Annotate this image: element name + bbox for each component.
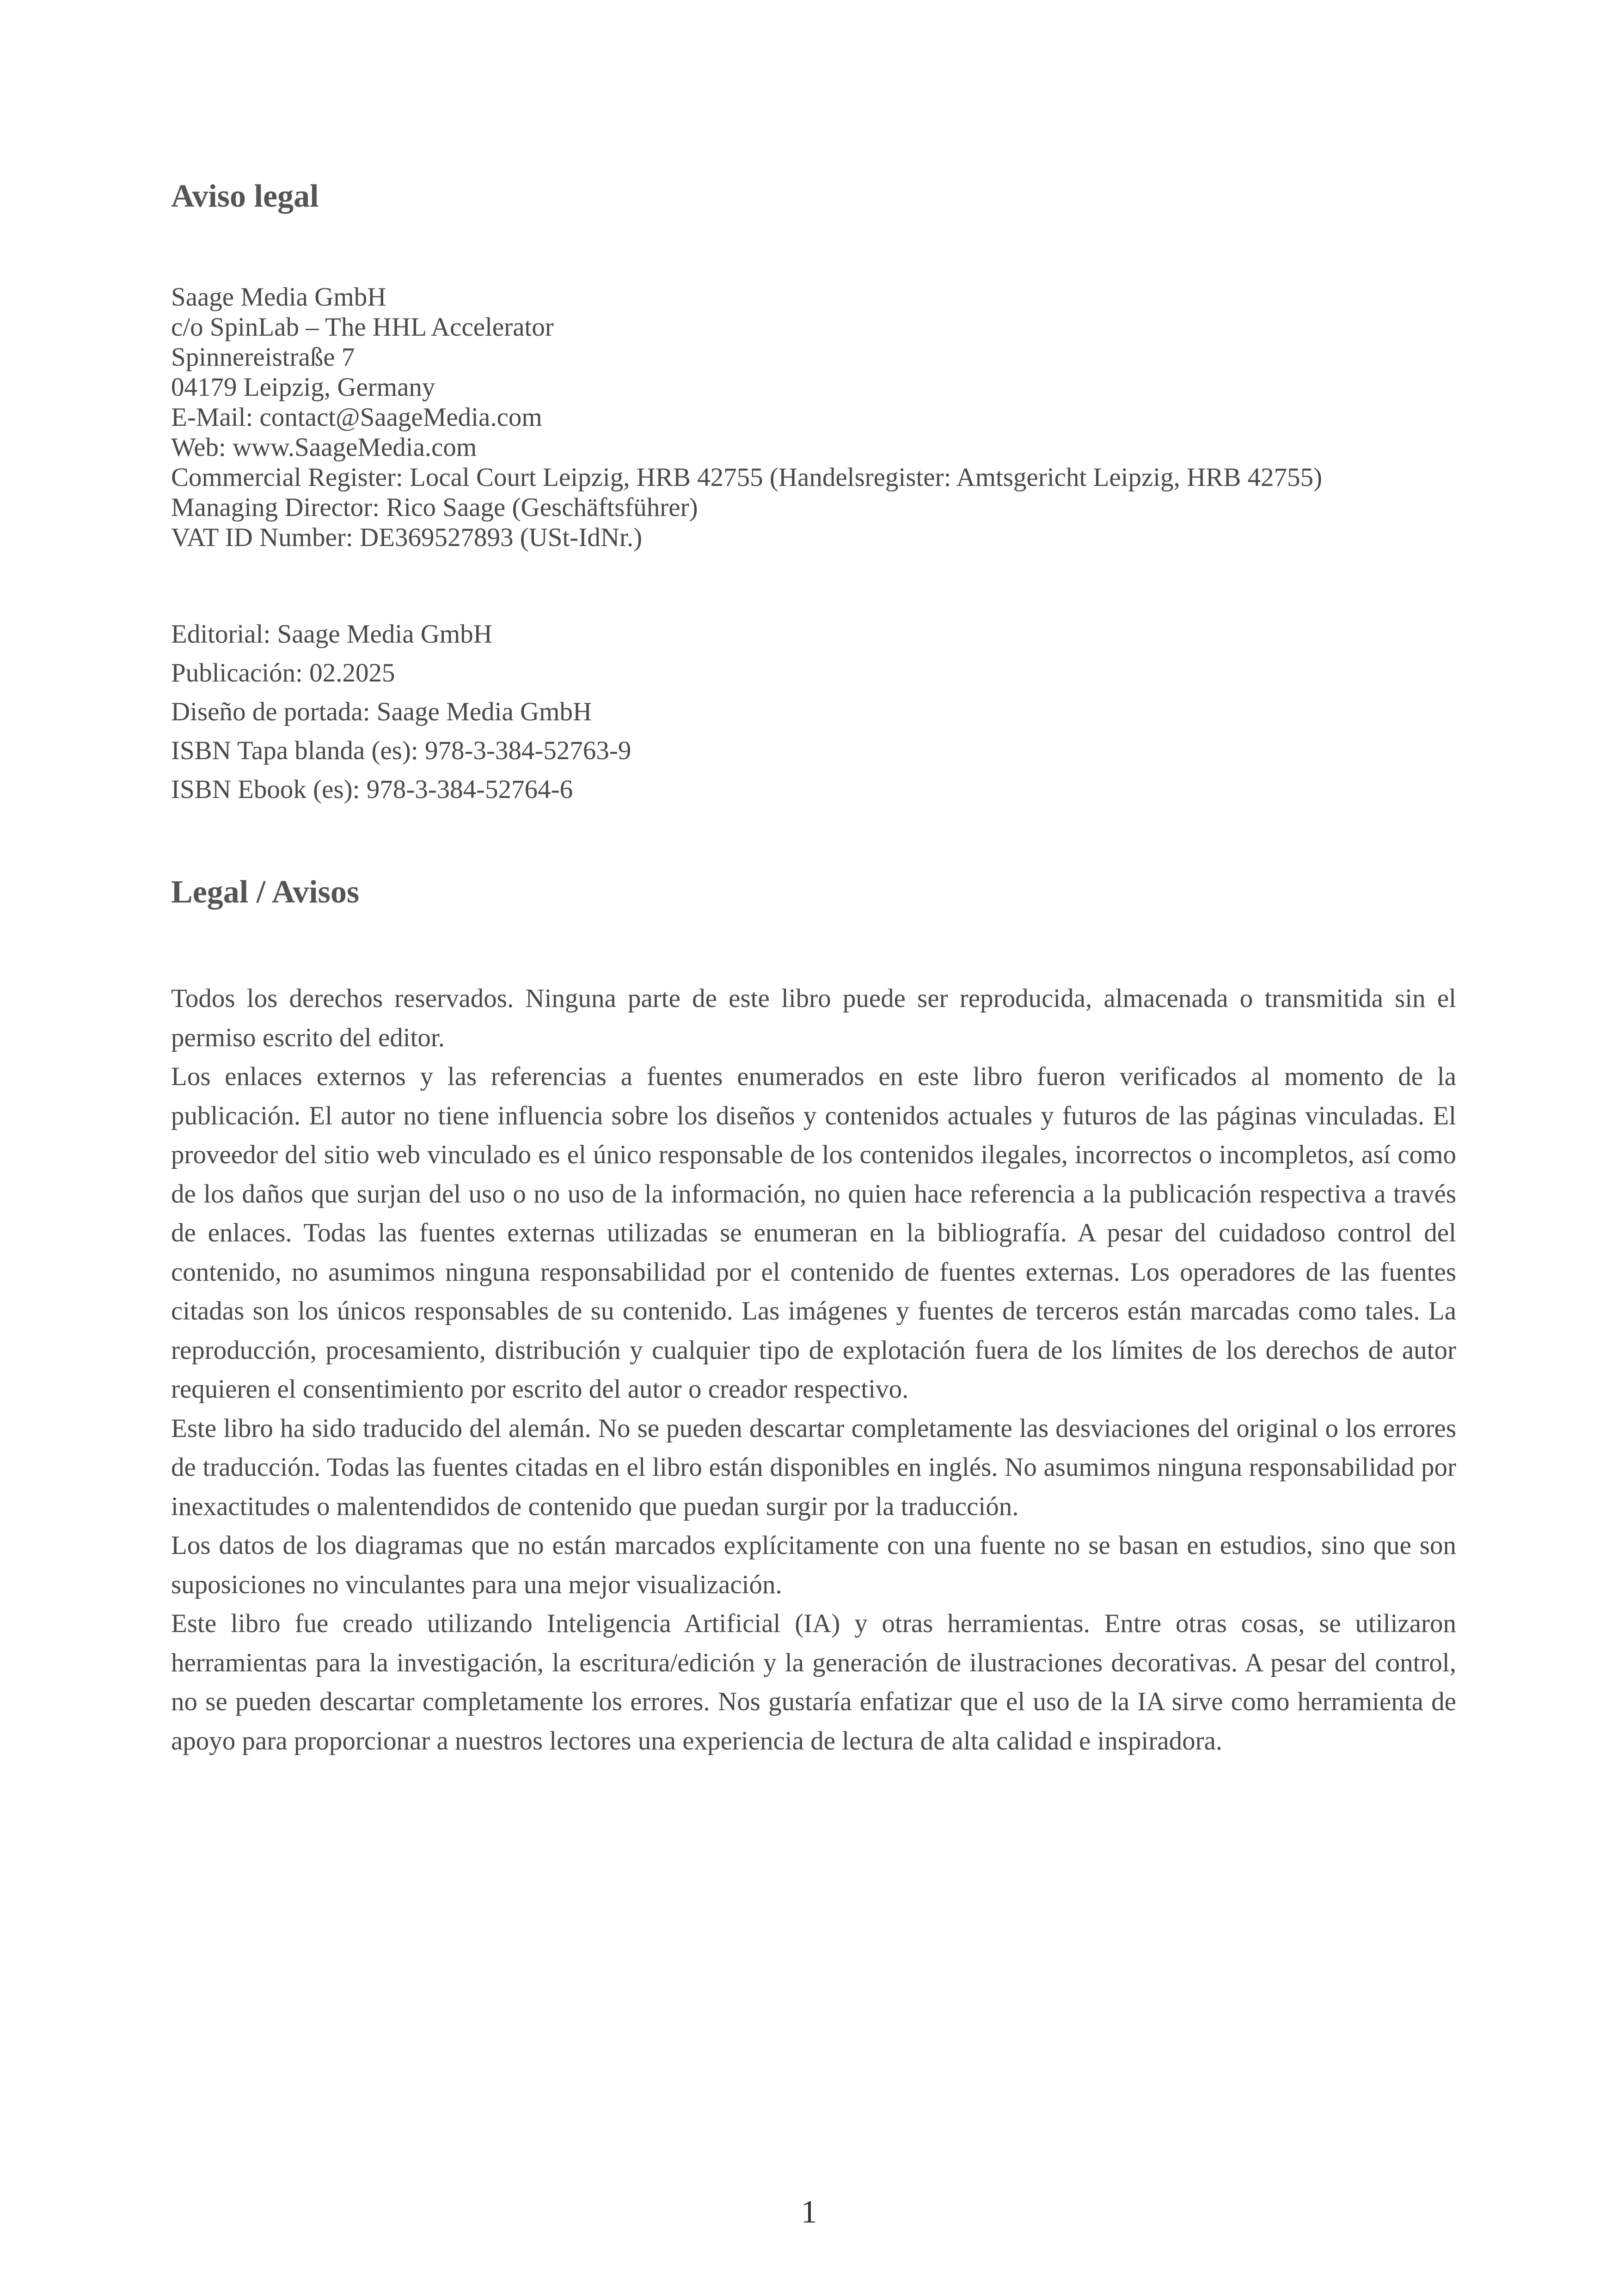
commercial-register: Commercial Register: Local Court Leipzig, HRB 42755 (Handelsregister: Amtsgericht Leipzig, HRB 42755) xyxy=(171,463,1323,492)
legal-notices-body xyxy=(171,979,1456,1761)
page-number: 1 xyxy=(801,2194,817,2230)
publisher-street: Spinnereistraße 7 xyxy=(171,343,355,372)
publication-details-block xyxy=(171,615,1456,809)
publisher-web: Web: www.SaageMedia.com xyxy=(171,433,477,462)
managing-director: Managing Director: Rico Saage (Geschäftsführer) xyxy=(171,493,698,522)
isbn-paperback-line: ISBN Tapa blanda (es): 978-3-384-52763-9 xyxy=(171,736,631,765)
vat-id: VAT ID Number: DE369527893 (USt-IdNr.) xyxy=(171,523,643,552)
cover-design-line: Diseño de portada: Saage Media GmbH xyxy=(171,697,592,726)
publisher-care-of: c/o SpinLab – The HHL Accelerator xyxy=(171,313,554,342)
publisher-email: E-Mail: contact@SaageMedia.com xyxy=(171,403,542,432)
publisher-city: 04179 Leipzig, Germany xyxy=(171,373,435,402)
rights-reserved-paragraph: Todos los derechos reservados. Ninguna parte de este libro puede ser reproducida, almacenada o transmitida sin el permiso escrito del editor. xyxy=(171,984,1456,1052)
imprint-heading: Aviso legal xyxy=(171,178,319,214)
legal-notices-heading: Legal / Avisos xyxy=(171,874,360,910)
publisher-name: Saage Media GmbH xyxy=(171,282,386,312)
external-links-paragraph: Los enlaces externos y las referencias a fuentes enumerados en este libro fueron verificados al momento de la publicación. El autor no tiene influencia sobre los diseños y contenidos actuales y futuros de las páginas vinculadas. El proveedor del sitio web vinculado es el único responsable de los contenidos ilegales, incorrectos o incompletos, así como de los daños que surjan del uso o no uso de la información, no quien hace referencia a la publicación respectiva a través de enlaces. Todas las fuentes externas utilizadas se enumeran en la bibliografía. A pesar del cuidadoso control del contenido, no asumimos ninguna responsabilidad por el contenido de fuentes externas. Los operadores de las fuentes citadas son los únicos responsables de su contenido. Las imágenes y fuentes de terceros están marcadas como tales. La reproducción, procesamiento, distribución y cualquier tipo de explotación fuera de los límites de los derechos de autor requieren el consentimiento por escrito del autor o creador respectivo. xyxy=(171,1062,1456,1404)
isbn-ebook-line: ISBN Ebook (es): 978-3-384-52764-6 xyxy=(171,775,573,804)
publication-date-line: Publicación: 02.2025 xyxy=(171,658,395,688)
translation-paragraph: Este libro ha sido traducido del alemán. No se pueden descartar completamente las desviaciones del original o los errores de traducción. Todas las fuentes citadas en el libro están disponibles en inglés. No asumimos ninguna responsabilidad por inexactitudes o malentendidos de contenido que puedan surgir por la traducción. xyxy=(171,1413,1456,1521)
ai-usage-paragraph: Este libro fue creado utilizando Inteligencia Artificial (IA) y otras herramientas. Entre otras cosas, se utilizaron herramientas para la investigación, la escritura/edición y la generación de ilustraciones decorativas. A pesar del control, no se pueden descartar completamente los errores. Nos gustaría enfatizar que el uso de la IA sirve como herramienta de apoyo para proporcionar a nuestros lectores una experiencia de lectura de alta calidad e inspiradora. xyxy=(171,1609,1456,1756)
diagram-data-paragraph: Los datos de los diagramas que no están marcados explícitamente con una fuente no se basan en estudios, sino que son suposiciones no vinculantes para una mejor visualización. xyxy=(171,1531,1456,1599)
publisher-address-block xyxy=(171,282,1456,553)
editorial-line: Editorial: Saage Media GmbH xyxy=(171,620,492,649)
